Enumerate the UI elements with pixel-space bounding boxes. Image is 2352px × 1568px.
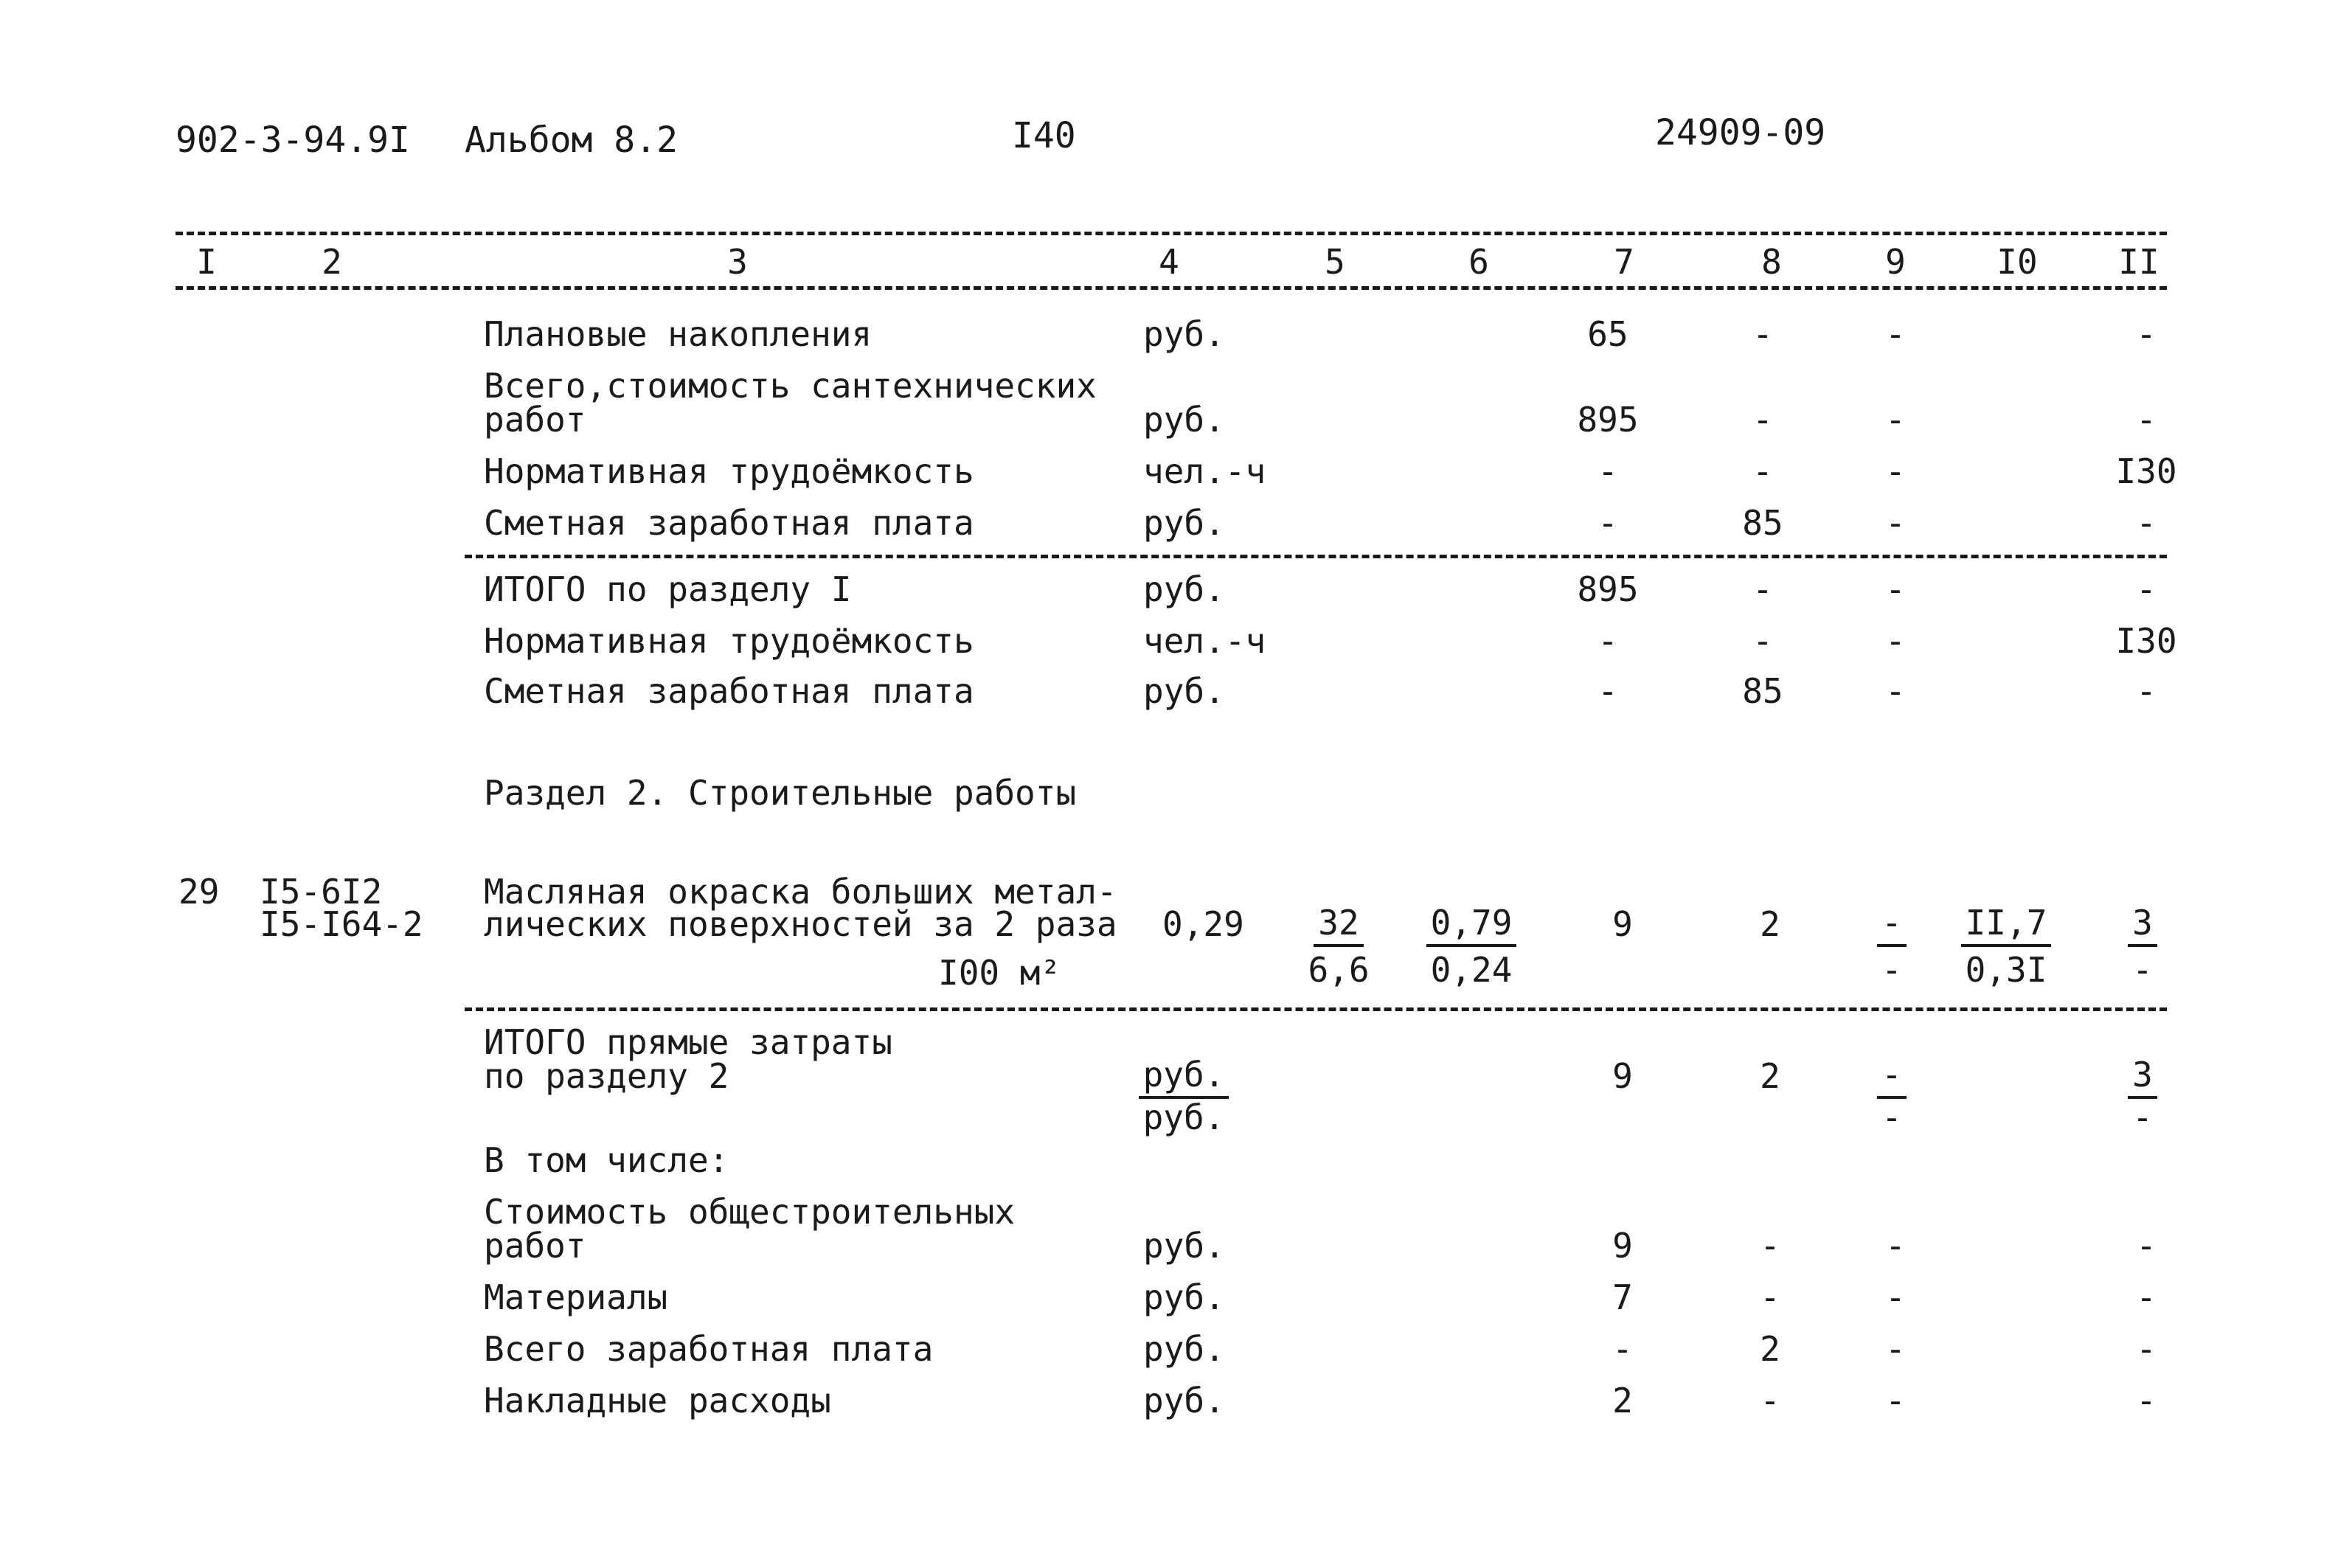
fraction-numerator: руб. [1139, 1058, 1229, 1099]
row-value-col7: - [1612, 1329, 1633, 1369]
total-col11-fraction [2109, 1055, 2176, 1137]
row-value-col8: - [1760, 1277, 1780, 1317]
row-unit: руб. [1143, 314, 1225, 354]
row-unit: руб. [1143, 1277, 1225, 1317]
item-col11-fraction [2109, 903, 2176, 990]
section1-total-rule [465, 555, 2167, 558]
header-top-rule [176, 232, 2167, 235]
row-value-col9: - [1885, 451, 1906, 491]
item-unit-cost-fraction [1298, 903, 1379, 990]
row-value-col11: - [2136, 1277, 2157, 1317]
album-label: Альбом 8.2 [465, 119, 678, 161]
row-label-cont: работ [484, 1226, 586, 1266]
row-value-col9: - [1885, 400, 1906, 440]
inventory-number: 24909-09 [1655, 112, 1826, 153]
row-label: Всего заработная плата [484, 1329, 934, 1369]
row-value-col8: - [1760, 1381, 1780, 1420]
row-value-col11: - [2136, 671, 2157, 711]
row-value-col7: 7 [1612, 1277, 1633, 1317]
fraction-denominator: - [2132, 950, 2153, 990]
fraction-numerator: 3 [2128, 906, 2157, 947]
row-unit: руб. [1143, 1329, 1225, 1369]
fraction-denominator: 0,3I [1965, 950, 2047, 990]
row-unit: руб. [1143, 569, 1225, 609]
row-value-col7: 895 [1577, 569, 1639, 609]
row-label: Накладные расходы [484, 1381, 831, 1420]
row-value-col7: - [1598, 503, 1618, 543]
row-value-col8: 85 [1742, 503, 1783, 543]
row-value-col9: - [1885, 1277, 1906, 1317]
column-header-6: 6 [1468, 242, 1489, 282]
header-bottom-rule [176, 286, 2167, 290]
total-unit-fraction [1136, 1055, 1232, 1137]
item-number: 29 [178, 872, 220, 912]
column-header-7: 7 [1614, 242, 1634, 282]
fraction-denominator: - [1881, 950, 1902, 990]
item-unit-wage-fraction [1423, 903, 1519, 990]
row-value-col11: - [2136, 503, 2157, 543]
row-value-col9: - [1885, 1329, 1906, 1369]
item-col10-fraction [1954, 903, 2058, 990]
column-header-4: 4 [1159, 242, 1179, 282]
total-label-cont: по разделу 2 [484, 1056, 729, 1096]
column-header-9: 9 [1885, 242, 1906, 282]
row-value-col9: - [1885, 314, 1906, 354]
row-value-col7: 65 [1587, 314, 1628, 354]
row-value-col11: - [2136, 400, 2157, 440]
row-label-cont: работ [484, 400, 586, 440]
fraction-denominator: - [2132, 1097, 2153, 1137]
row-value-col8: - [1752, 569, 1773, 609]
row-value-col11: I30 [2115, 451, 2177, 491]
fraction-numerator: II,7 [1961, 906, 2052, 947]
row-label: Всего,стоимость сантехнических [484, 366, 1097, 406]
column-header-10: I0 [1997, 242, 2038, 282]
row-value-col9: - [1885, 503, 1906, 543]
including-label: В том числе: [484, 1140, 729, 1180]
row-value-col7: - [1598, 451, 1618, 491]
row-value-col9: - [1885, 671, 1906, 711]
item-code: I5-I64-2 [260, 904, 423, 944]
fraction-denominator: - [1881, 1097, 1902, 1137]
document-code: 902-3-94.9I [176, 119, 410, 161]
item-quantity: 0,29 [1162, 904, 1244, 944]
row-value-col11: - [2136, 569, 2157, 609]
row-label: Сметная заработная плата [484, 503, 974, 543]
row-value-col8: - [1760, 1226, 1780, 1266]
row-value-col9: - [1885, 1381, 1906, 1420]
row-value-col8: 85 [1742, 671, 1783, 711]
row-value-col11: I30 [2115, 621, 2177, 661]
fraction-denominator: 6,6 [1308, 950, 1370, 990]
row-value-col8: - [1752, 621, 1773, 661]
row-value-col9: - [1885, 621, 1906, 661]
column-header-3: 3 [727, 242, 748, 282]
page-number: I40 [1012, 115, 1076, 156]
row-unit: руб. [1143, 671, 1225, 711]
row-value-col8: 2 [1760, 1329, 1780, 1369]
row-value-col9: - [1885, 1226, 1906, 1266]
row-value-col7: 2 [1612, 1381, 1633, 1420]
item-value-col7: 9 [1612, 904, 1633, 944]
row-label: Стоимость общестроительных [484, 1192, 1016, 1232]
total-value-col8: 2 [1760, 1056, 1780, 1096]
fraction-numerator: - [1877, 1058, 1907, 1099]
row-value-col8: - [1752, 451, 1773, 491]
total-col9-fraction [1859, 1055, 1925, 1137]
section2-total-rule [465, 1007, 2167, 1011]
item-code: I5-6I2 [260, 872, 383, 912]
row-unit: руб. [1143, 400, 1225, 440]
fraction-denominator: руб. [1142, 1097, 1225, 1137]
row-value-col11: - [2136, 1329, 2157, 1369]
fraction-numerator: 0,79 [1426, 906, 1517, 947]
item-value-col8: 2 [1760, 904, 1780, 944]
row-label: Материалы [484, 1277, 668, 1317]
column-header-1: I [196, 242, 217, 282]
row-value-col8: - [1752, 400, 1773, 440]
row-unit: руб. [1143, 1381, 1225, 1420]
total-value-col7: 9 [1612, 1056, 1633, 1096]
row-value-col11: - [2136, 1381, 2157, 1420]
section-title: Раздел 2. Строительные работы [484, 773, 1077, 813]
row-value-col7: 9 [1612, 1226, 1633, 1266]
row-label: Сметная заработная плата [484, 671, 974, 711]
row-value-col8: - [1752, 314, 1773, 354]
item-unit: I00 м² [938, 953, 1061, 993]
row-unit: руб. [1143, 503, 1225, 543]
row-unit: чел.-ч [1143, 621, 1266, 661]
row-value-col7: 895 [1577, 400, 1639, 440]
row-value-col7: - [1598, 671, 1618, 711]
fraction-numerator: 32 [1314, 906, 1363, 947]
column-header-5: 5 [1325, 242, 1345, 282]
fraction-numerator: 3 [2128, 1058, 2157, 1099]
item-description-cont: лических поверхностей за 2 раза [484, 904, 1117, 944]
row-label: Нормативная трудоёмкость [484, 451, 974, 491]
item-col9-fraction [1859, 903, 1925, 990]
row-value-col11: - [2136, 1226, 2157, 1266]
column-header-8: 8 [1761, 242, 1782, 282]
row-unit: руб. [1143, 1226, 1225, 1266]
fraction-numerator: - [1877, 906, 1907, 947]
fraction-denominator: 0,24 [1430, 950, 1513, 990]
row-unit: чел.-ч [1143, 451, 1266, 491]
row-value-col7: - [1598, 621, 1618, 661]
item-description: Масляная окраска больших метал- [484, 872, 1117, 912]
total-label: ИТОГО по разделу I [484, 569, 852, 609]
column-header-2: 2 [322, 242, 342, 282]
row-value-col9: - [1885, 569, 1906, 609]
row-label: Нормативная трудоёмкость [484, 621, 974, 661]
column-header-11: II [2118, 242, 2160, 282]
row-value-col11: - [2136, 314, 2157, 354]
row-label: Плановые накопления [484, 314, 873, 354]
total-label: ИТОГО прямые затраты [484, 1022, 892, 1062]
